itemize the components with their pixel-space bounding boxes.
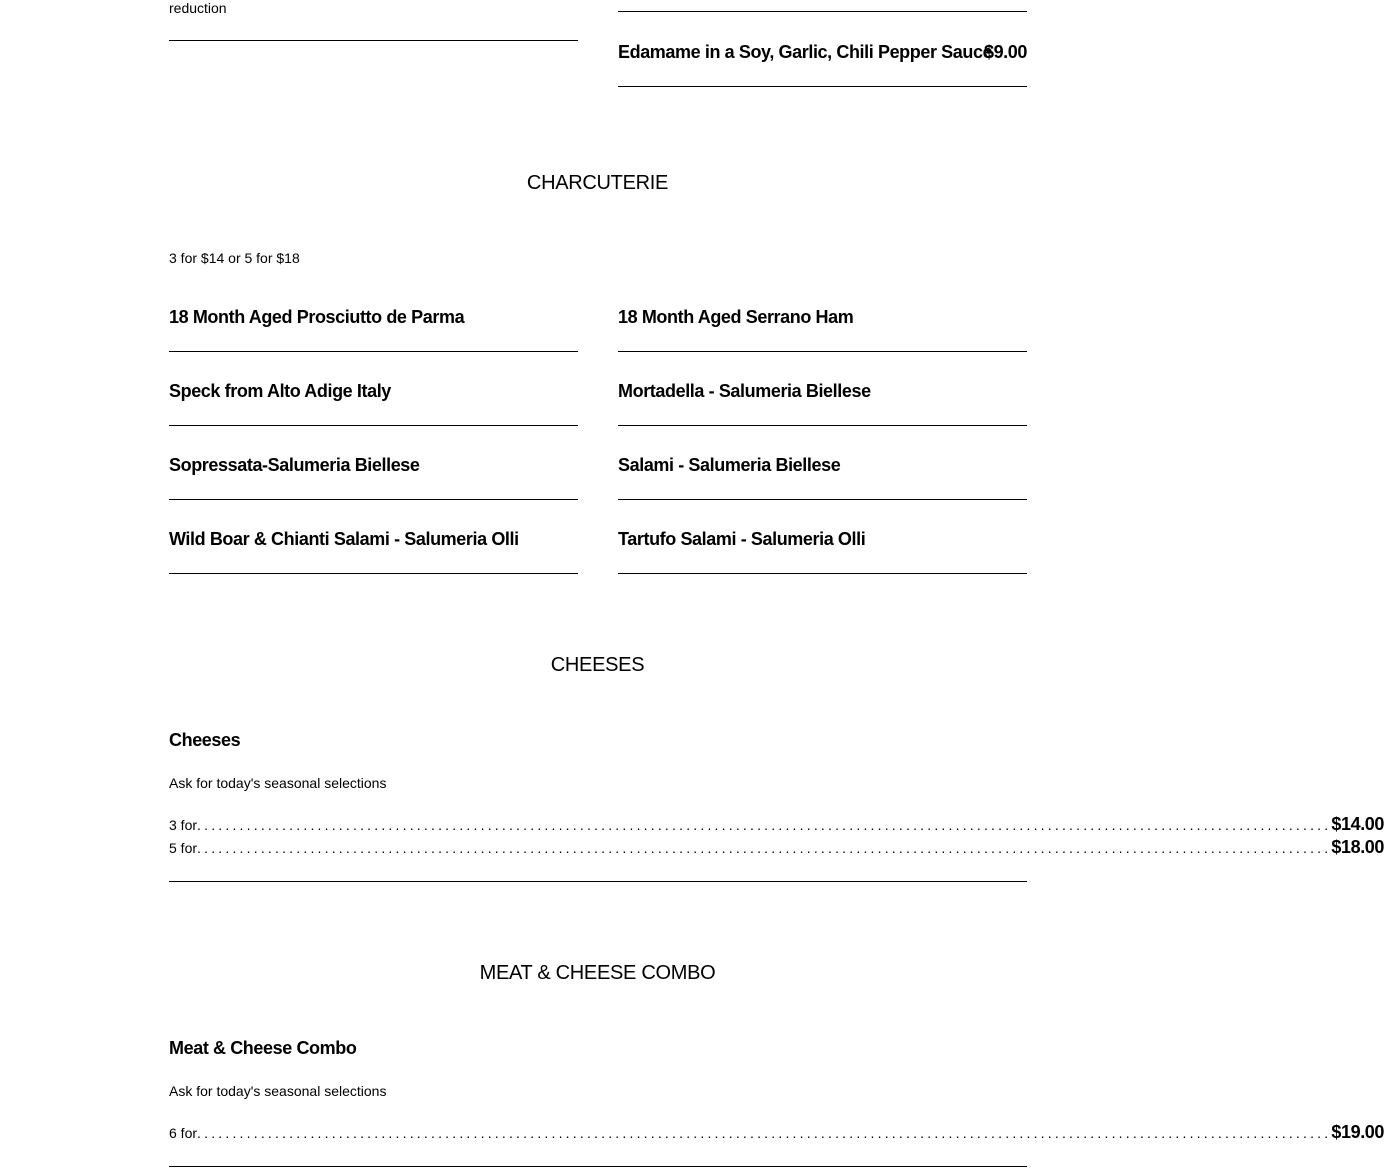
divider [618,573,1027,574]
menu-item-meat-cheese-combo-description: Ask for today's seasonal selections [169,1083,387,1099]
menu-item-edamame: Edamame in a Soy, Garlic, Chili Pepper Sauce [618,42,993,62]
divider [618,86,1027,87]
menu-item: Tartufo Salami - Salumeria Olli [618,529,866,549]
divider [618,425,1027,426]
divider [618,499,1027,500]
price-quantity: 3 for [169,817,198,833]
divider [169,573,578,574]
divider [169,881,1027,882]
menu-item-edamame-price: $9.00 [983,42,1027,62]
divider [169,499,578,500]
divider [169,1166,1027,1167]
price-amount: $14.00 [1331,814,1384,834]
menu-item: Speck from Alto Adige Italy [169,381,391,401]
price-row [169,1122,1384,1143]
menu-item: 18 Month Aged Prosciutto de Parma [169,307,465,327]
menu-item: Salami - Salumeria Biellese [618,455,841,475]
menu-item-meat-cheese-combo: Meat & Cheese Combo [169,1038,357,1058]
price-quantity: 5 for [169,840,198,856]
price-amount: $18.00 [1331,837,1384,857]
menu-item: Sopressata-Salumeria Biellese [169,455,420,475]
menu-item: Mortadella - Salumeria Biellese [618,381,871,401]
menu-item: 18 Month Aged Serrano Ham [618,307,854,327]
divider [618,11,1027,12]
divider [618,351,1027,352]
divider [169,40,578,41]
section-title-meat-cheese-combo: MEAT & CHEESE COMBO [479,962,716,984]
leader-dots: ................................................................................................................................................................ [197,840,1332,856]
divider [169,351,578,352]
price-amount: $19.00 [1331,1122,1384,1142]
leader-dots: ................................................................................................................................................................ [197,817,1332,833]
menu-item: Wild Boar & Chianti Salami - Salumeria Olli [169,529,519,549]
price-row [169,837,1384,858]
price-row [169,814,1384,835]
previous-item-description-fragment: reduction [169,0,227,16]
section-title-charcuterie: CHARCUTERIE [526,172,669,194]
menu-item-cheeses: Cheeses [169,730,241,750]
price-quantity: 6 for [169,1125,198,1141]
menu-item-cheeses-description: Ask for today's seasonal selections [169,775,387,791]
divider [169,425,578,426]
charcuterie-pricing-note: 3 for $14 or 5 for $18 [169,250,300,266]
leader-dots: ................................................................................................................................................................ [197,1125,1332,1141]
section-title-cheeses: CHEESES [550,654,645,676]
